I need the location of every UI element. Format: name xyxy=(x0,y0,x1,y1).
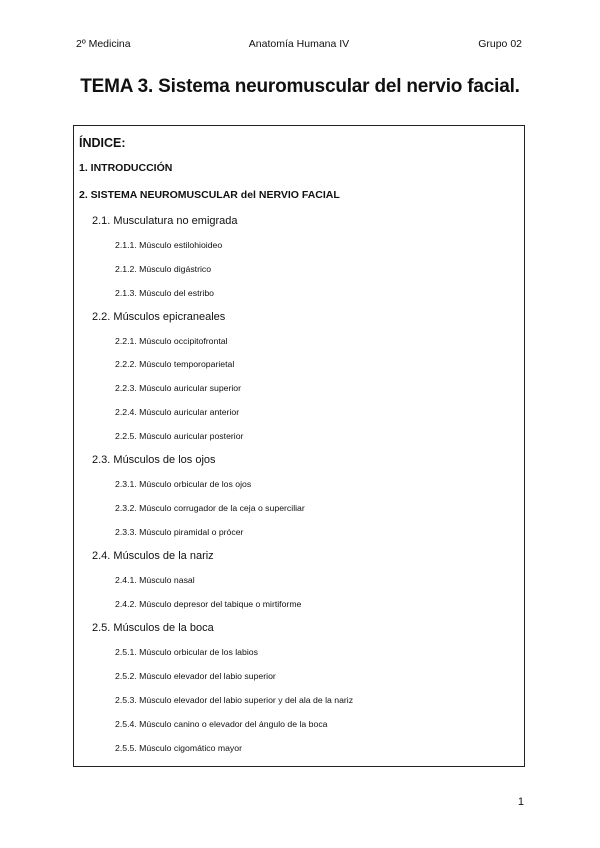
page-number: 1 xyxy=(517,796,524,808)
header-course: 2º Medicina xyxy=(76,38,131,50)
toc-entry-level-3: 2.3.1. Músculo orbicular de los ojos xyxy=(115,479,252,489)
toc-entry-level-3: 2.5.2. Músculo elevador del labio superior xyxy=(115,671,276,681)
toc-entry-level-3: 2.2.4. Músculo auricular anterior xyxy=(115,407,240,417)
header-group: Grupo 02 xyxy=(478,38,522,50)
toc-entry-level-3: 2.5.3. Músculo elevador del labio superior y del ala de la nariz xyxy=(115,695,354,705)
toc-entry-level-3: 2.5.4. Músculo canino o elevador del ángulo de la boca xyxy=(115,719,328,729)
toc-entry-level-2: 2.1. Musculatura no emigrada xyxy=(92,215,238,227)
toc-entry-level-3: 2.5.5. Músculo cigomático mayor xyxy=(115,743,242,753)
toc-entry-level-3: 2.1.2. Músculo digástrico xyxy=(115,264,212,274)
document-title: TEMA 3. Sistema neuromuscular del nervio facial. xyxy=(80,76,520,97)
toc-entry-level-2: 2.4. Músculos de la nariz xyxy=(92,550,214,562)
toc-entry-level-2: 2.5. Músculos de la boca xyxy=(92,622,214,634)
page-header xyxy=(76,38,522,52)
toc-entry-level-3: 2.2.2. Músculo temporoparietal xyxy=(115,359,235,369)
header-subject: Anatomía Humana IV xyxy=(248,38,350,50)
toc-entry-level-3: 2.2.5. Músculo auricular posterior xyxy=(115,431,244,441)
toc-entry-level-2: 2.3. Músculos de los ojos xyxy=(92,454,216,466)
toc-entry-level-3: 2.3.3. Músculo piramidal o prócer xyxy=(115,527,244,537)
toc-entry-level-1: 2. SISTEMA NEUROMUSCULAR del NERVIO FACIAL xyxy=(79,189,340,201)
toc-entry-level-3: 2.3.2. Músculo corrugador de la ceja o superciliar xyxy=(115,503,305,513)
toc-entry-level-3: 2.1.3. Músculo del estribo xyxy=(115,288,214,298)
toc-entry-level-3: 2.4.1. Músculo nasal xyxy=(115,575,195,585)
toc-entry-level-3: 2.2.3. Músculo auricular superior xyxy=(115,383,242,393)
toc-entry-level-1: 1. INTRODUCCIÓN xyxy=(79,162,173,174)
toc-heading: ÍNDICE: xyxy=(79,136,126,150)
toc-entry-level-2: 2.2. Músculos epicraneales xyxy=(92,311,226,323)
toc-entry-level-3: 2.4.2. Músculo depresor del tabique o mirtiforme xyxy=(115,599,302,609)
table-of-contents xyxy=(73,125,525,767)
toc-entry-level-3: 2.1.1. Músculo estilohioideo xyxy=(115,240,223,250)
toc-entry-level-3: 2.2.1. Músculo occipitofrontal xyxy=(115,336,228,346)
toc-entry-level-3: 2.5.1. Músculo orbicular de los labios xyxy=(115,647,258,657)
